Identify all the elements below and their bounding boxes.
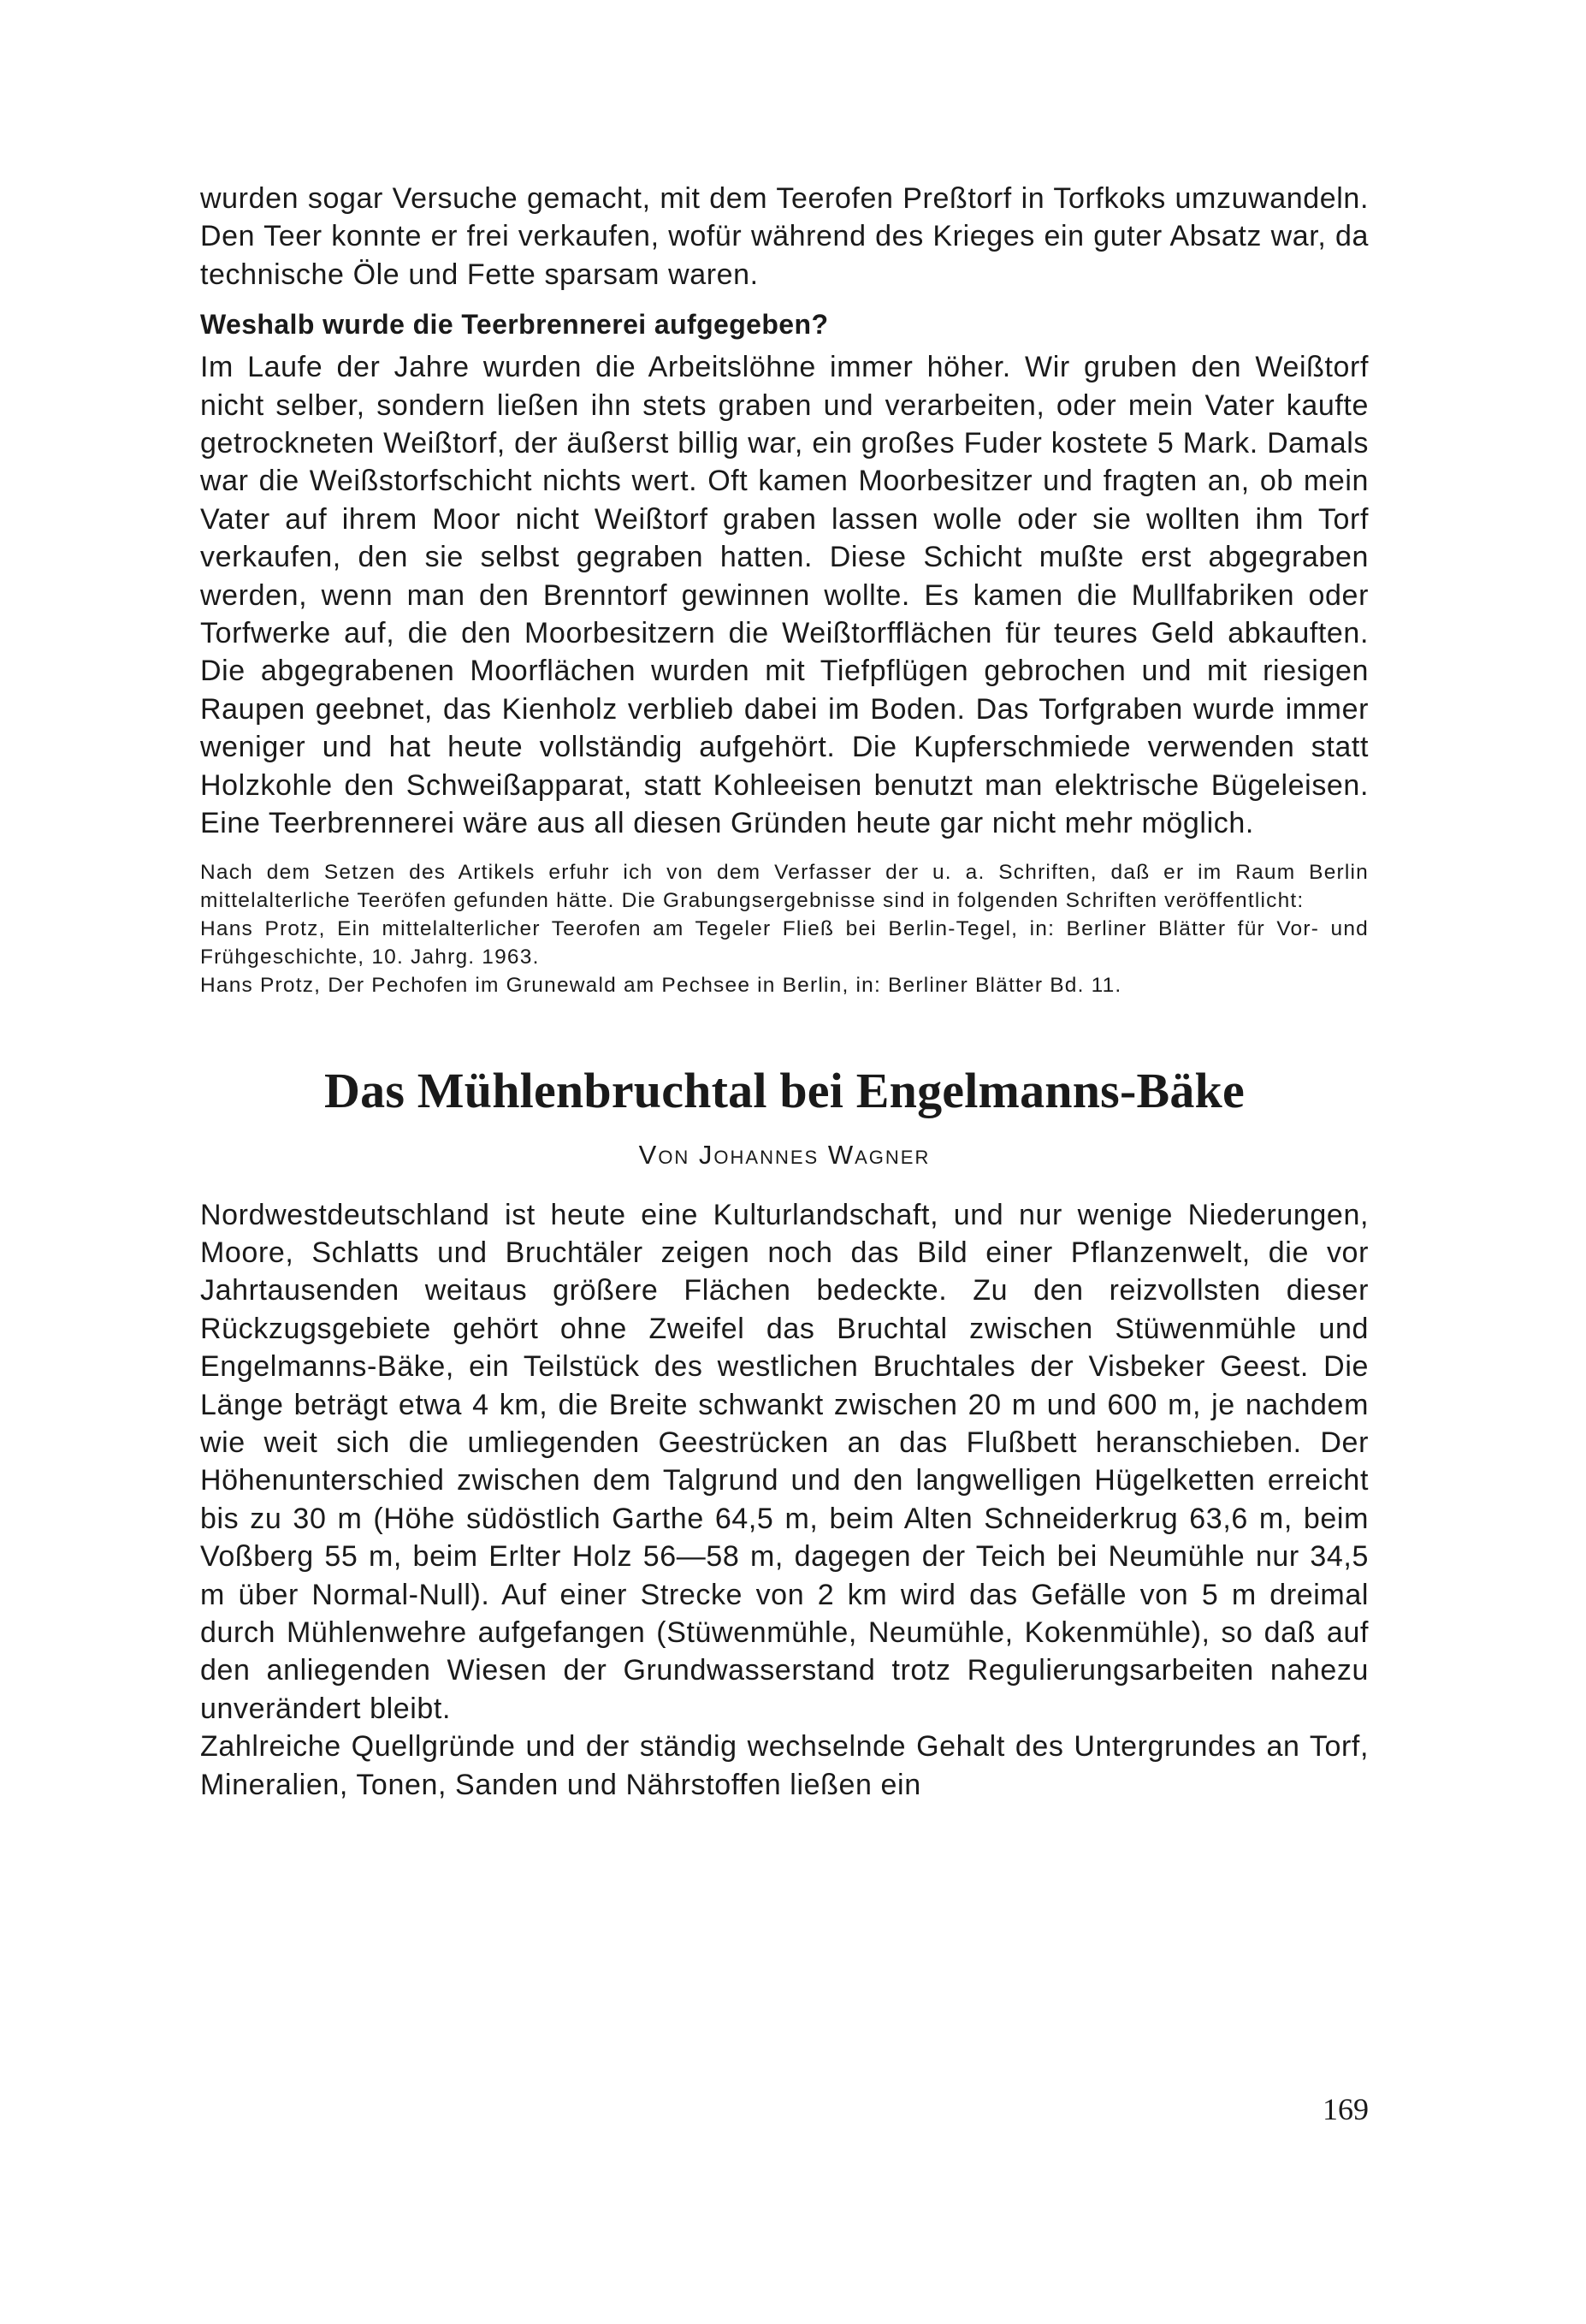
article-paragraph-2: Zahlreiche Quellgründe und der ständig wechselnde Gehalt des Untergrundes an Torf, Mineralien, Tonen, Sanden und Nährstoffen ließen ein [200,1730,1369,1801]
article-paragraph-1: Nordwestdeutschland ist heute eine Kulturlandschaft, und nur wenige Niederungen, Moore, Schlatts und Bruchtäler zeigen noch das Bild einer Pflanzenwelt, die vor Jahrtausenden weitaus größere Flächen bedeckte. Zu den reizvollsten dieser Rückzugsgebiete gehört ohne Zweifel das Bruchtal zwischen Stüwenmühle und Engelmanns-Bäke, ein Teilstück des westlichen Bruchtales der Visbeker Geest. Die Länge beträgt etwa 4 km, die Breite schwankt zwischen 20 m und 600 m, je nachdem wie weit sich die umliegenden Geestrücken an das Flußbett heranschieben. Der Höhenunterschied zwischen dem Talgrund und den langwelligen Hügelketten erreicht bis zu 30 m (Höhe südöstlich Garthe 64,5 m, beim Alten Schneiderkrug 63,6 m, beim Voßberg 55 m, beim Erlter Holz 56—58 m, dagegen der Teich bei Neumühle nur 34,5 m über Normal-Null). Auf einer Strecke von 2 km wird das Gefälle von 5 m dreimal durch Mühlenwehre aufgefangen (Stüwenmühle, Neumühle, Kokenmühle), so daß auf den anliegenden Wiesen der Grundwasserstand trotz Regulierungsarbeiten nahezu unverändert bleibt. [200,1198,1369,1725]
answer-paragraph: Im Laufe der Jahre wurden die Arbeitslöhne immer höher. Wir gruben den Weißtorf nicht selber, sondern ließen ihn stets graben und verarbeiten, oder mein Vater kaufte getrockneten Weißtorf, der äußerst billig war, ein großes Fuder kostete 5 Mark. Damals war die Weißstorfschicht nichts wert. Oft kamen Moorbesitzer und fragten an, ob mein Vater auf ihrem Moor nicht Weißtorf graben lassen wolle oder sie wollten ihm Torf verkaufen, den sie selbst gegraben hatten. Diese Schicht mußte erst abgegraben werden, wenn man den Brenntorf gewinnen wollte. Es kamen die Mullfabriken oder Torfwerke auf, die den Moorbesitzern die Weißtorfflächen für teures Geld abkauften. Die abgegrabenen Moorflächen wurden mit Tiefpflügen gebrochen und mit riesigen Raupen geebnet, das Kienholz verblieb dabei im Boden. Das Torfgraben wurde immer weniger und hat heute vollständig aufgehört. Die Kupferschmiede verwenden statt Holzkohle den Schweißapparat, statt Kohleeisen benutzt man elektrische Bügeleisen. Eine Teerbrennerei wäre aus all diesen Gründen heute gar nicht mehr möglich. [200,351,1369,840]
section-question-heading: Weshalb wurde die Teerbrennerei aufgegeben? [200,309,829,341]
article-byline: Von Johannes Wagner [638,1139,931,1170]
note-reference-1: Hans Protz, Ein mittelalterlicher Teerofen am Tegeler Fließ bei Berlin-Tegel, in: Berliner Blätter für Vor- und Frühgeschichte, 10. Jahrg. 1963. [200,916,1369,969]
continued-paragraph: wurden sogar Versuche gemacht, mit dem Teerofen Preßtorf in Torfkoks umzuwandeln. Den Teer konnte er frei verkaufen, wofür während des Krieges ein guter Absatz war, da technische Öle und Fette sparsam waren. [200,182,1369,291]
note-intro: Nach dem Setzen des Artikels erfuhr ich von dem Verfasser der u. a. Schriften, daß er im Raum Berlin mittelalterliche Teeröfen gefunden hätte. Die Grabungsergebnisse sind in folgenden Schriften veröffentlicht: [200,860,1369,912]
article-title: Das Mühlenbruchtal bei Engelmanns-Bäke [324,1062,1245,1118]
page-body [200,180,1369,1804]
editorial-note [200,858,1369,999]
note-reference-2: Hans Protz, Der Pechofen im Grunewald am Pechsee in Berlin, in: Berliner Blätter Bd. 11. [200,973,1122,997]
page-number: 169 [1323,2092,1369,2126]
